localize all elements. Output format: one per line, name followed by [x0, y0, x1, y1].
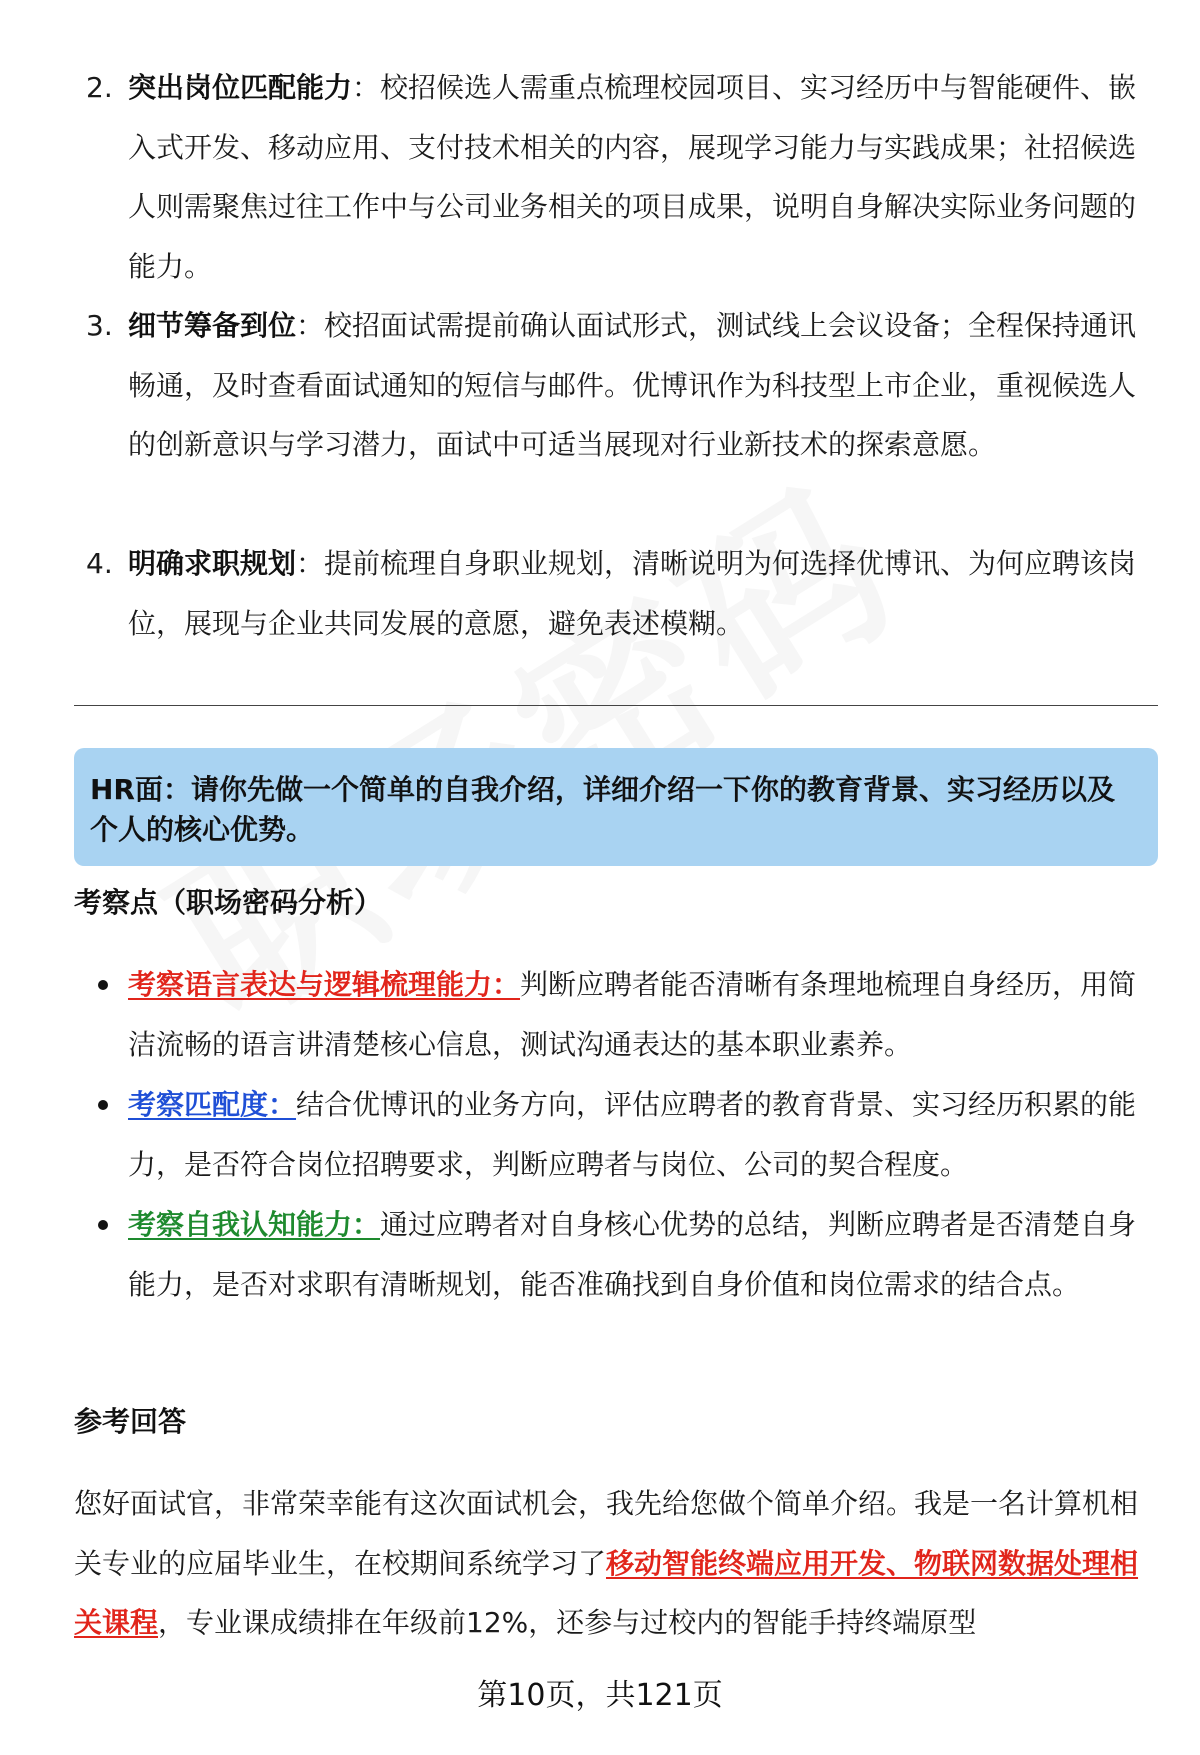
bullet-item — [0, 955, 1200, 1075]
section-divider — [74, 705, 1158, 706]
list-item-title: 细节筹备到位 — [128, 309, 297, 342]
bullet-text: 判断应聘者能否清晰有条理地梳理自身经历，用简洁流畅的语言讲清楚核心信息，测试沟通表达的基本职业素养。 — [128, 968, 1137, 1061]
list-number: 2. — [86, 71, 113, 104]
list-number: 3. — [86, 309, 113, 342]
analysis-heading: 考察点（职场密码分析） — [74, 886, 383, 919]
list-item-text: ：校招面试需提前确认面试形式，测试线上会议设备；全程保持通讯畅通，及时查看面试通知的短信与邮件。优博讯作为科技型上市企业，重视候选人的创新意识与学习潜力，面试中可适当展现对行业新技术的探索意愿。 — [128, 309, 1137, 461]
bullet-dot — [98, 1100, 108, 1110]
list-item — [0, 534, 1200, 654]
numbered-list — [0, 58, 1200, 654]
bullet-keyword: 考察语言表达与逻辑梳理能力： — [128, 968, 521, 1001]
answer-text: 您好面试官，非常荣幸能有这次面试机会，我先给您做个简单介绍。我是一名计算机相关专业的应届毕业生，在校期间系统学习了 — [74, 1487, 1139, 1580]
bullet-keyword: 考察自我认知能力： — [128, 1208, 381, 1241]
bullet-dot — [98, 980, 108, 990]
question-text: HR面：请你先做一个简单的自我介绍，详细介绍一下你的教育背景、实习经历以及个人的核心优势。 — [90, 773, 1115, 846]
page-footer: 第10页，共121页 — [477, 1678, 723, 1713]
list-item-title: 突出岗位匹配能力 — [128, 71, 353, 104]
list-item — [0, 296, 1200, 534]
bullet-item — [0, 1075, 1200, 1195]
answer-paragraph — [74, 1474, 1158, 1653]
bullet-dot — [98, 1220, 108, 1230]
question-box — [74, 748, 1158, 866]
bullet-text: 通过应聘者对自身核心优势的总结，判断应聘者是否清楚自身能力，是否对求职有清晰规划，能否准确找到自身价值和岗位需求的结合点。 — [128, 1208, 1137, 1301]
answer-heading: 参考回答 — [74, 1405, 187, 1438]
answer-highlight: 移动智能终端应用开发、物联网数据处理相关课程 — [74, 1546, 1139, 1639]
list-number: 4. — [86, 547, 113, 580]
list-item-title: 明确求职规划 — [128, 547, 297, 580]
bullet-text: 结合优博讯的业务方向，评估应聘者的教育背景、实习经历积累的能力，是否符合岗位招聘要求，判断应聘者与岗位、公司的契合程度。 — [128, 1088, 1137, 1181]
answer-text: ，专业课成绩排在年级前12%，还参与过校内的智能手持终端原型 — [158, 1606, 977, 1639]
list-item-text: ：提前梳理自身职业规划，清晰说明为何选择优博讯、为何应聘该岗位，展现与企业共同发展的意愿，避免表述模糊。 — [128, 547, 1137, 640]
bullet-keyword: 考察匹配度： — [128, 1088, 297, 1121]
list-item-text: ：校招候选人需重点梳理校园项目、实习经历中与智能硬件、嵌入式开发、移动应用、支付技术相关的内容，展现学习能力与实践成果；社招候选人则需聚焦过往工作中与公司业务相关的项目成果，说明自身解决实际业务问题的能力。 — [128, 71, 1137, 283]
bullet-item — [0, 1195, 1200, 1375]
list-item — [0, 58, 1200, 296]
bullet-list — [0, 955, 1200, 1375]
